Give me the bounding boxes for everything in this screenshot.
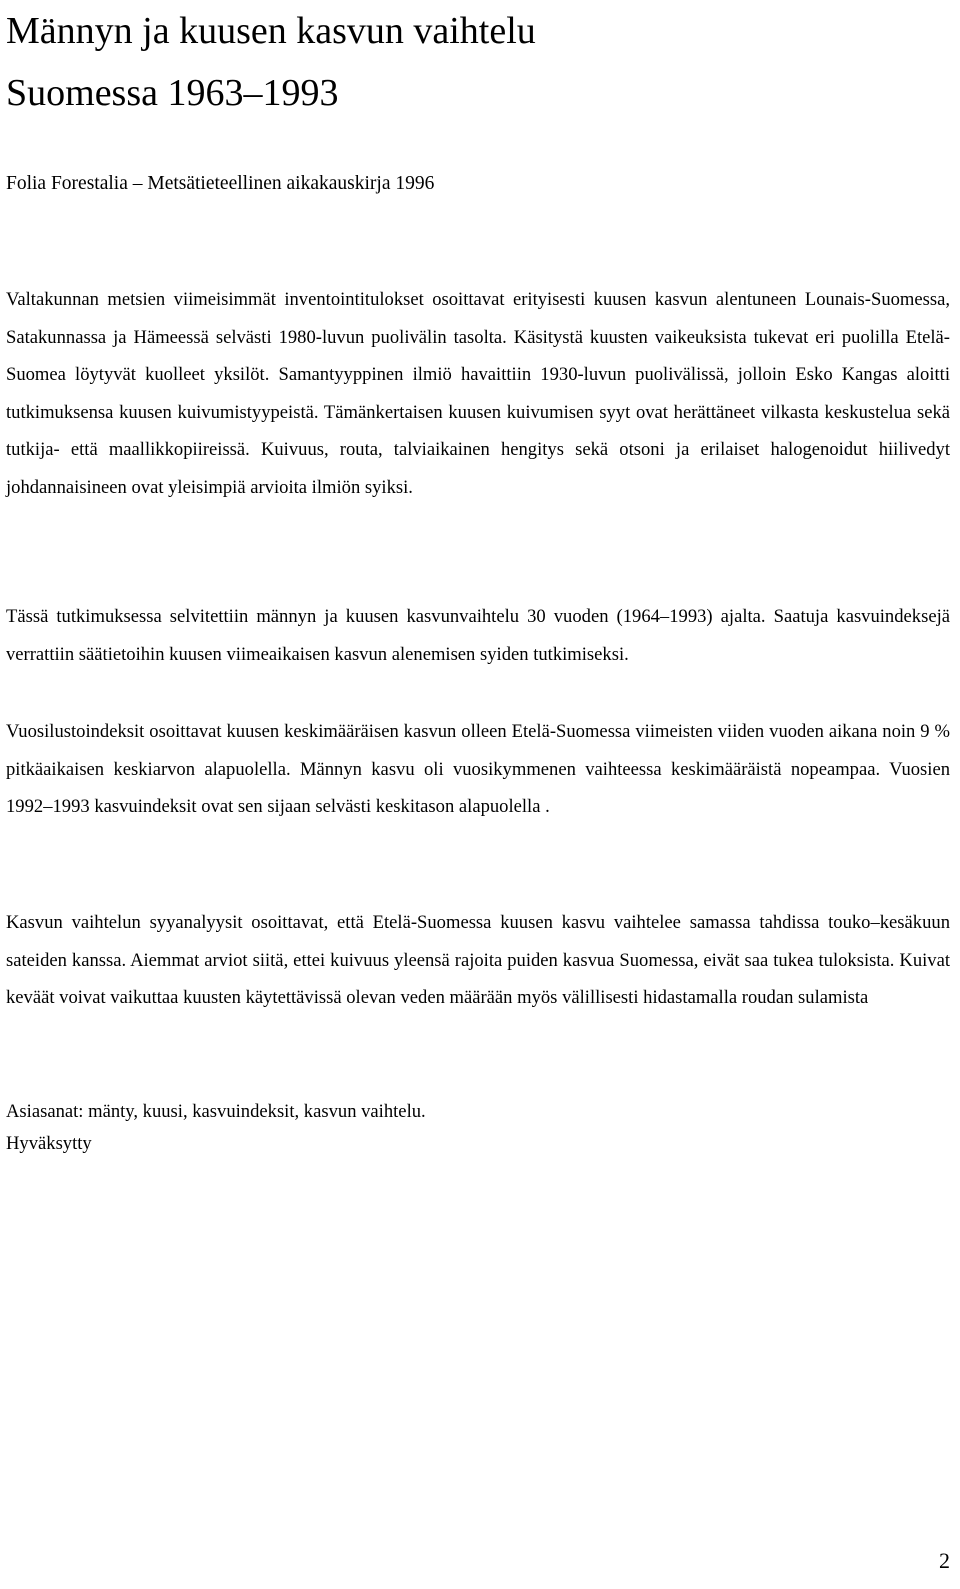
abstract-paragraph-1: Valtakunnan metsien viimeisimmät inventointitulokset osoittavat erityisesti kuusen kasvun alentuneen Lounais-Suomessa, Satakunnassa ja Hämeessä selvästi 1980-luvun puolivälin tasolta. Käsitystä kuusten vaikeuksista tukevat eri puolilla Etelä-Suomea löytyvät kuolleet yksilöt. Samantyyppinen ilmiö havaittiin 1930-luvun puolivälissä, jolloin Esko Kangas aloitti tutkimuksensa kuusen kuivumistyypeistä. Tämänkertaisen kuusen kuivumisen syyt ovat herättäneet vilkasta keskustelua sekä tutkija- että maallikkopiireissä. Kuivuus, routa, talviaikainen hengitys sekä otsoni ja erilaiset halogenoidut hiilivedyt johdannaisineen ovat yleisimpiä arvioita ilmiön syiksi. (6, 289, 950, 498)
title-line-1: Männyn ja kuusen kasvun vaihtelu (6, 10, 536, 52)
keywords: Asiasanat: mänty, kuusi, kasvuindeksit, kasvun vaihtelu. (6, 1101, 426, 1122)
journal-name: Folia Forestalia – Metsätieteellinen aikakauskirja 1996 (6, 173, 435, 194)
page-number: 2 (939, 1548, 950, 1573)
approval-status: Hyväksytty (6, 1133, 92, 1154)
abstract-paragraph-2: Tässä tutkimuksessa selvitettiin männyn ja kuusen kasvunvaihtelu 30 vuoden (1964–1993) ajalta. Saatuja kasvuindeksejä verrattiin säätietoihin kuusen viimeaikaisen kasvun alenemisen syiden tutkimiseksi. (6, 606, 950, 665)
title-line-2: Suomessa 1963–1993 (6, 72, 339, 114)
abstract-paragraph-3: Vuosilustoindeksit osoittavat kuusen keskimääräisen kasvun olleen Etelä-Suomessa viimeisten viiden vuoden aikana noin 9 % pitkäaikaisen keskiarvon alapuolella. Männyn kasvu oli vuosikymmenen vaihteessa keskimääräistä nopeampaa. Vuosien 1992–1993 kasvuindeksit ovat sen sijaan selvästi keskitason alapuolella . (6, 721, 950, 818)
document-title (6, 0, 946, 124)
abstract-paragraph-4: Kasvun vaihtelun syyanalyysit osoittavat, että Etelä-Suomessa kuusen kasvu vaihtelee samassa tahdissa touko–kesäkuun sateiden kanssa. Aiemmat arviot siitä, ettei kuivuus yleensä rajoita puiden kasvua Suomessa, eivät saa tukea tuloksista. Kuivat keväät voivat vaikuttaa kuusten käytettävissä olevan veden määrään myös välillisesti hidastamalla roudan sulamista (6, 912, 950, 1009)
